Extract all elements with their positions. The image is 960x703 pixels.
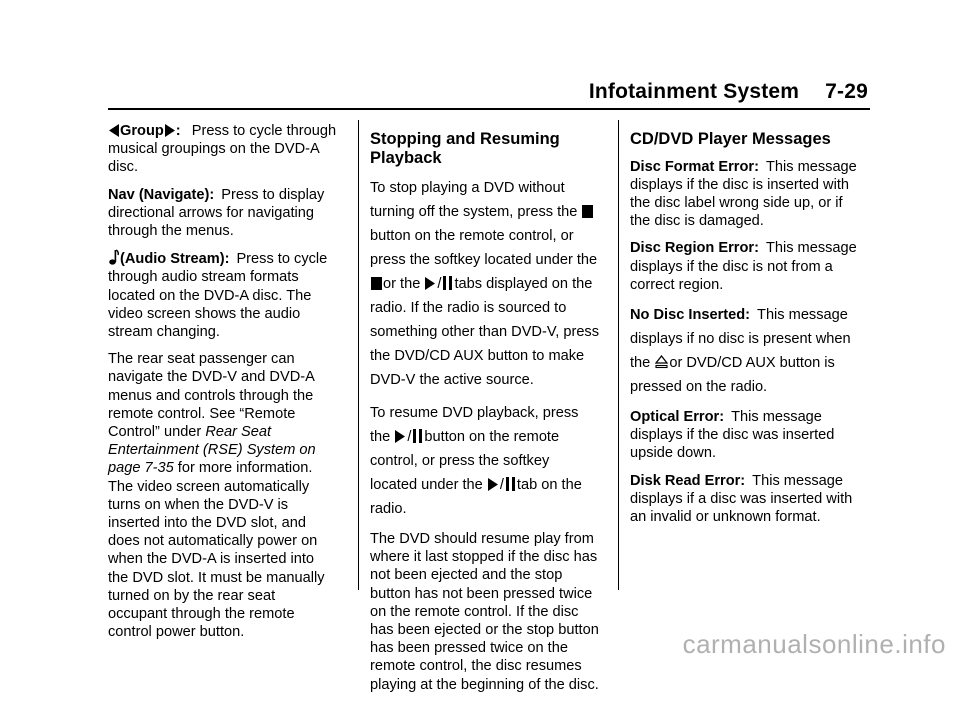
header-rule	[108, 108, 870, 110]
format-error-text: This message displays if the disc is inserted with the disc label wrong side up, or if the disc is damaged.	[630, 158, 857, 230]
region-error-paragraph	[630, 239, 860, 294]
no-disc-paragraph	[630, 303, 860, 399]
stop-text-2: button on the remote control, or press the softkey located under the	[370, 228, 598, 268]
eject-icon	[655, 355, 668, 369]
read-error-paragraph	[630, 472, 860, 527]
page-number: 7-29	[825, 80, 868, 103]
read-error-text: This message displays if a disc was inserted with an invalid or unknown format.	[630, 472, 853, 525]
play-icon	[395, 430, 405, 443]
region-error-text: This message displays if the disc is not from a correct region.	[630, 240, 857, 293]
read-error-label: Disk Read Error:	[630, 472, 746, 489]
resume-detail-paragraph	[370, 530, 600, 694]
nav-label: Nav (Navigate):	[108, 186, 215, 203]
rear-paragraph	[108, 350, 338, 641]
optical-error-label: Optical Error:	[630, 408, 725, 425]
resume-text-3: tab on the radio.	[370, 477, 582, 517]
audio-text: Press to cycle through audio stream formats located on the DVD-A disc. The video screen shows the audio stream changing.	[108, 251, 328, 341]
group-paragraph	[108, 122, 338, 177]
section-title: Infotainment System	[588, 80, 800, 103]
play-icon	[425, 277, 435, 290]
group-colon: :	[175, 123, 181, 139]
pause-icon	[413, 429, 423, 443]
no-disc-label: No Disc Inserted:	[630, 306, 751, 323]
stop-icon	[582, 205, 593, 218]
region-error-label: Disc Region Error:	[630, 240, 759, 257]
next-arrow-icon	[165, 124, 175, 137]
stop-text-1: To stop playing a DVD without turning off the system, press the	[370, 180, 578, 220]
pause-icon	[506, 477, 516, 491]
pause-icon	[443, 276, 453, 290]
messages-heading: CD/DVD Player Messages	[630, 130, 831, 148]
slash: /	[407, 429, 412, 445]
stop-text-3: or the	[383, 276, 421, 292]
optical-error-paragraph	[630, 408, 860, 463]
column-1	[108, 122, 338, 650]
resume-text-1: To resume DVD playback, press the	[370, 405, 579, 445]
rear-text-1: The rear seat passenger can navigate the DVD-V and DVD-A menus and controls through the remote control. See “Remote Control” under	[108, 351, 315, 441]
rear-text-2: for more information. The video screen automatically turns on when the DVD-V is inserted into the DVD slot, and does not automatically power on when the DVD-A is inserted into the DVD slot. It must be manually turned on by the rear seat occupant through the remote control power button.	[108, 460, 325, 641]
previous-arrow-icon	[109, 124, 119, 137]
format-error-label: Disc Format Error:	[630, 158, 759, 175]
stopping-heading: Stopping and Resuming Playback	[370, 130, 560, 167]
stop-paragraph	[370, 176, 600, 392]
column-divider	[358, 120, 359, 590]
column-divider	[618, 120, 619, 590]
audio-label: (Audio Stream):	[120, 251, 230, 268]
column-2	[370, 122, 600, 703]
format-error-paragraph	[630, 158, 860, 231]
stop-icon	[371, 277, 382, 290]
nav-text: Press to display directional arrows for navigating through the menus.	[108, 186, 325, 240]
audio-paragraph	[108, 249, 338, 341]
resume-text-2: button on the remote control, or press the softkey located under the	[370, 429, 560, 493]
nav-paragraph	[108, 186, 338, 241]
music-note-icon	[109, 249, 119, 265]
column-3	[630, 122, 860, 535]
page-header	[589, 80, 868, 104]
resume-text-4: The DVD should resume play from where it last stopped if the disc has not been ejected and the stop button has not been pressed twice on the remote control. If the disc has been ejected or the stop button has been pressed twice on the remote control, the disc resumes playing at the beginning of the disc.	[370, 531, 599, 693]
play-icon	[488, 478, 498, 491]
slash: /	[499, 477, 504, 493]
group-label: Group	[120, 123, 164, 139]
no-disc-text-2: or DVD/CD AUX button is pressed on the radio.	[630, 354, 835, 395]
rse-reference-link[interactable]: Rear Seat Entertainment (RSE) System on page 7-35	[108, 424, 316, 477]
group-text: Press to cycle through musical groupings on the DVD-A disc.	[108, 123, 337, 176]
stop-text-4: tabs displayed on the radio. If the radio is sourced to something other than DVD-V, press the DVD/CD AUX button to make DVD-V the active source.	[370, 276, 600, 388]
optical-error-text: This message displays if the disc was inserted upside down.	[630, 408, 835, 462]
no-disc-text-1: This message displays if no disc is present when the	[630, 306, 851, 371]
watermark: carmanualsonline.info	[682, 629, 946, 659]
resume-paragraph	[370, 401, 600, 521]
slash: /	[437, 276, 442, 292]
